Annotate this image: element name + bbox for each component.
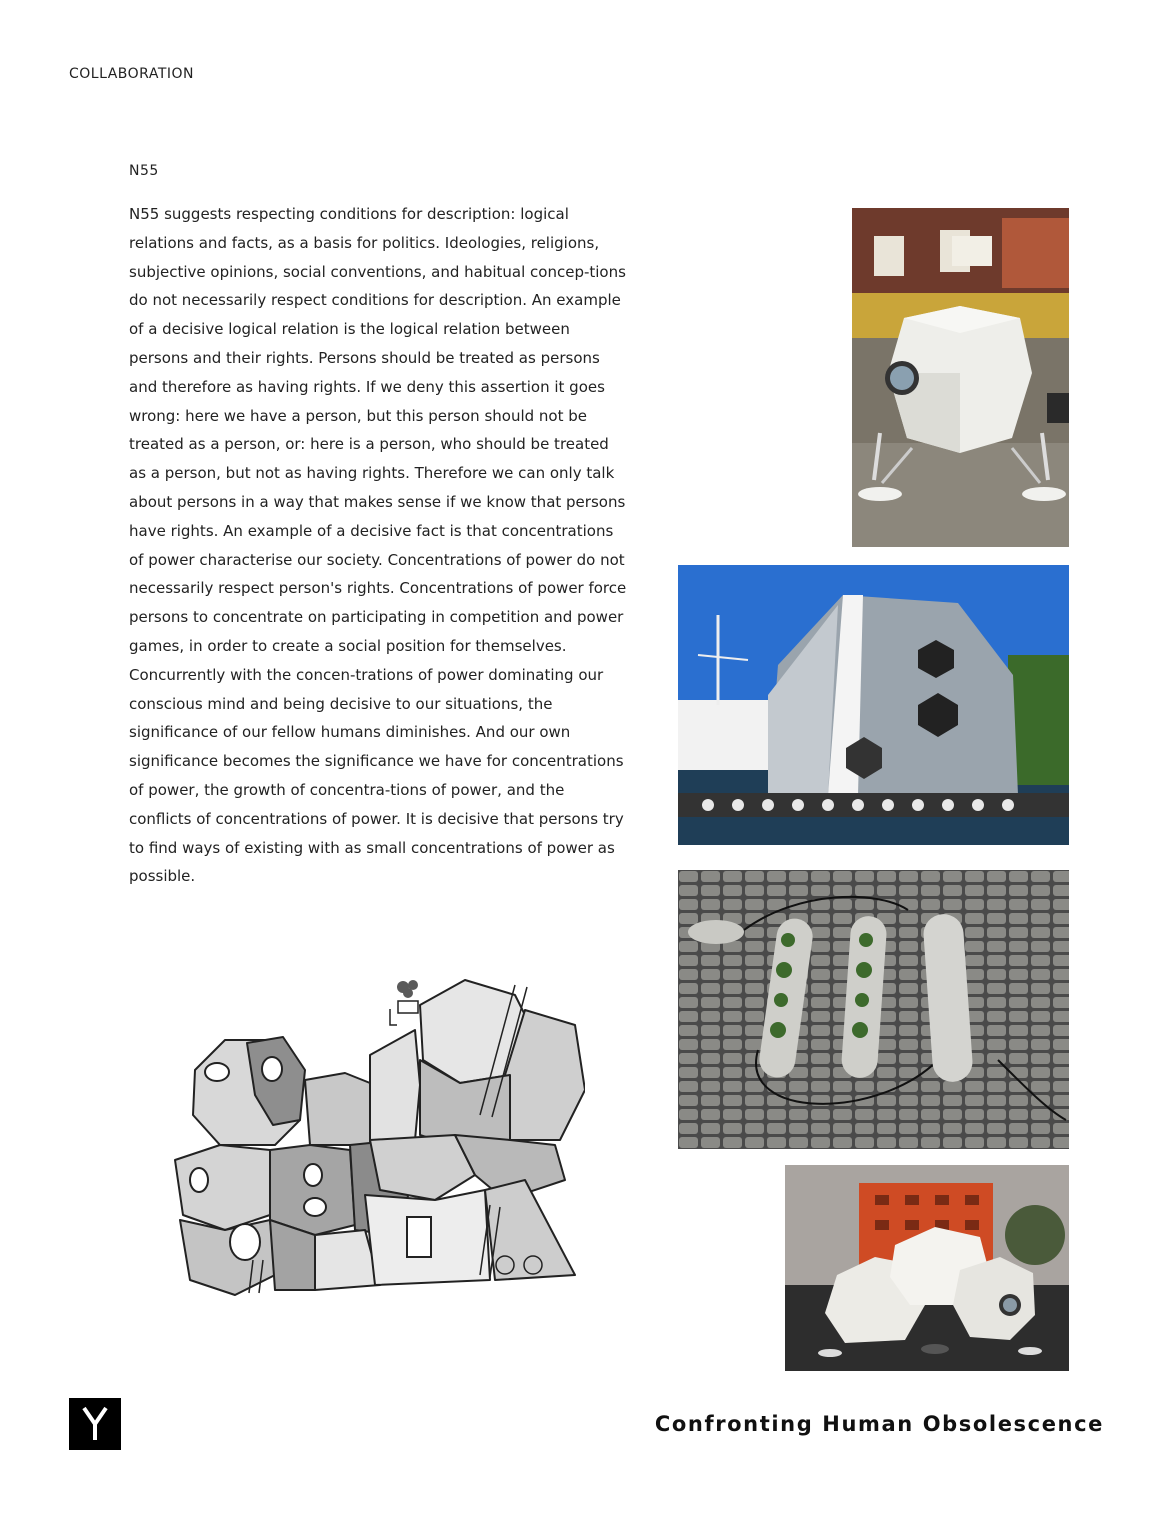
footer-publication-title: Confronting Human Obsolescence [654,1412,1104,1436]
section-label: COLLABORATION [69,66,194,82]
article-title: N55 [129,163,159,179]
photo-floating-structure [678,565,1069,845]
photo-plant-tubes-cobblestone [678,870,1069,1149]
photo-white-module-courtyard [852,208,1069,547]
article-body: N55 suggests respecting conditions for description: logical relations and facts, as a basis for politics. Ideologies, religions, subjective opinions, social conventions, and habitual concep-tions do not necessarily respect conditions for description. An example of a decisive logical relation is the logical relation between persons and their rights. Persons should be treated as persons and therefore as having rights. If we deny this assertion it goes wrong: here we have a person, but this person should not be treated as a person, or: here is a person, who should be treated as a person, but not as having rights. Therefore we can only talk about persons in a way that makes sense if we know that persons have rights. An example of a decisive fact is that concentrations of power characterise our society. Concentrations of power do not necessarily respect person's rights. Concentrations of power force persons to concentrate on participating in competition and power games, in order to create a social position for themselves. Concurrently with the concen-trations of power dominating our conscious mind and being decisive to our situations, the significance of our fellow humans diminishes. And our own significance becomes the significance we have for concentrations of power, the growth of concentra-tions of power, and the conflicts of concentrations of power. It is decisive that persons try to find ways of existing with as small concentrations of power as possible. [129,205,627,886]
publisher-logo [69,1398,121,1450]
photo-module-cluster [785,1165,1069,1371]
illustration-modular-house-sketch [165,975,585,1305]
y-logo-icon [78,1404,112,1444]
